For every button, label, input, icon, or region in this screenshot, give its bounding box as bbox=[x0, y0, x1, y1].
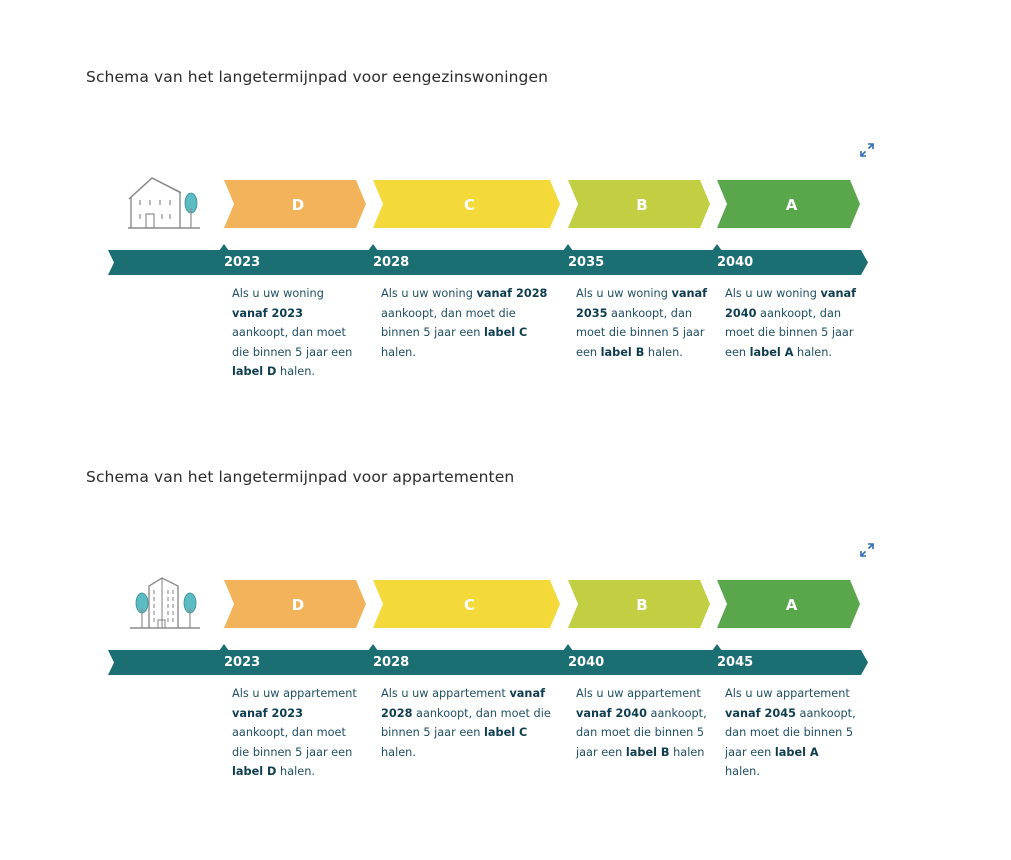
energy-label-letter: B bbox=[636, 196, 648, 214]
timeline-marker bbox=[712, 644, 722, 651]
timeline-year: 2040 bbox=[568, 655, 605, 670]
energy-label-letter: A bbox=[785, 196, 798, 214]
timeline-marker bbox=[368, 244, 378, 251]
energy-label-letter: A bbox=[785, 596, 798, 614]
label-description: Als u uw appartement vanaf 2045 aankoopt, dan moet die binnen 5 jaar een label A halen. bbox=[725, 687, 856, 778]
timeline-marker bbox=[563, 644, 573, 651]
apartment-building-icon bbox=[130, 578, 200, 628]
energy-label-letter: D bbox=[291, 196, 305, 214]
timeline-year: 2023 bbox=[224, 255, 261, 270]
timeline-year: 2028 bbox=[373, 655, 410, 670]
section-title: Schema van het langetermijnpad voor eengezinswoningen bbox=[86, 68, 549, 86]
label-description: Als u uw woning vanaf 2035 aankoopt, dan moet die binnen 5 jaar een label B halen. bbox=[576, 287, 708, 359]
timeline-bar bbox=[108, 650, 868, 675]
expand-icon[interactable] bbox=[860, 143, 874, 157]
label-description: Als u uw appartement vanaf 2028 aankoopt, dan moet die binnen 5 jaar een label C halen. bbox=[381, 687, 551, 759]
timeline-year: 2028 bbox=[373, 255, 410, 270]
timeline-marker bbox=[219, 244, 229, 251]
timeline-marker bbox=[219, 644, 229, 651]
timeline-bar bbox=[108, 250, 868, 275]
label-description: Als u uw appartement vanaf 2023 aankoopt, dan moet die binnen 5 jaar een label D halen. bbox=[232, 687, 357, 778]
timeline-year: 2045 bbox=[717, 655, 754, 670]
timeline-year: 2023 bbox=[224, 655, 261, 670]
timeline-year: 2035 bbox=[568, 255, 605, 270]
energy-label-letter: C bbox=[463, 196, 476, 214]
expand-icon[interactable] bbox=[860, 543, 874, 557]
label-description: Als u uw appartement vanaf 2040 aankoopt, dan moet die binnen 5 jaar een label B halen bbox=[576, 687, 707, 759]
timeline-marker bbox=[563, 244, 573, 251]
timeline-year: 2040 bbox=[717, 255, 754, 270]
path-diagram bbox=[0, 570, 1011, 778]
timeline-marker bbox=[368, 644, 378, 651]
energy-label-letter: C bbox=[463, 596, 476, 614]
energy-label-letter: D bbox=[291, 596, 305, 614]
timeline-marker bbox=[712, 244, 722, 251]
label-description: Als u uw woning vanaf 2028 aankoopt, dan moet die binnen 5 jaar een label C halen. bbox=[381, 287, 548, 359]
label-description: Als u uw woning vanaf 2023 aankoopt, dan moet die binnen 5 jaar een label D halen. bbox=[232, 287, 353, 378]
path-diagram bbox=[0, 170, 1011, 378]
energy-label-letter: B bbox=[636, 596, 648, 614]
label-description: Als u uw woning vanaf 2040 aankoopt, dan moet die binnen 5 jaar een label A halen. bbox=[725, 287, 857, 359]
section-title: Schema van het langetermijnpad voor appartementen bbox=[86, 468, 515, 486]
house-icon bbox=[128, 178, 200, 228]
